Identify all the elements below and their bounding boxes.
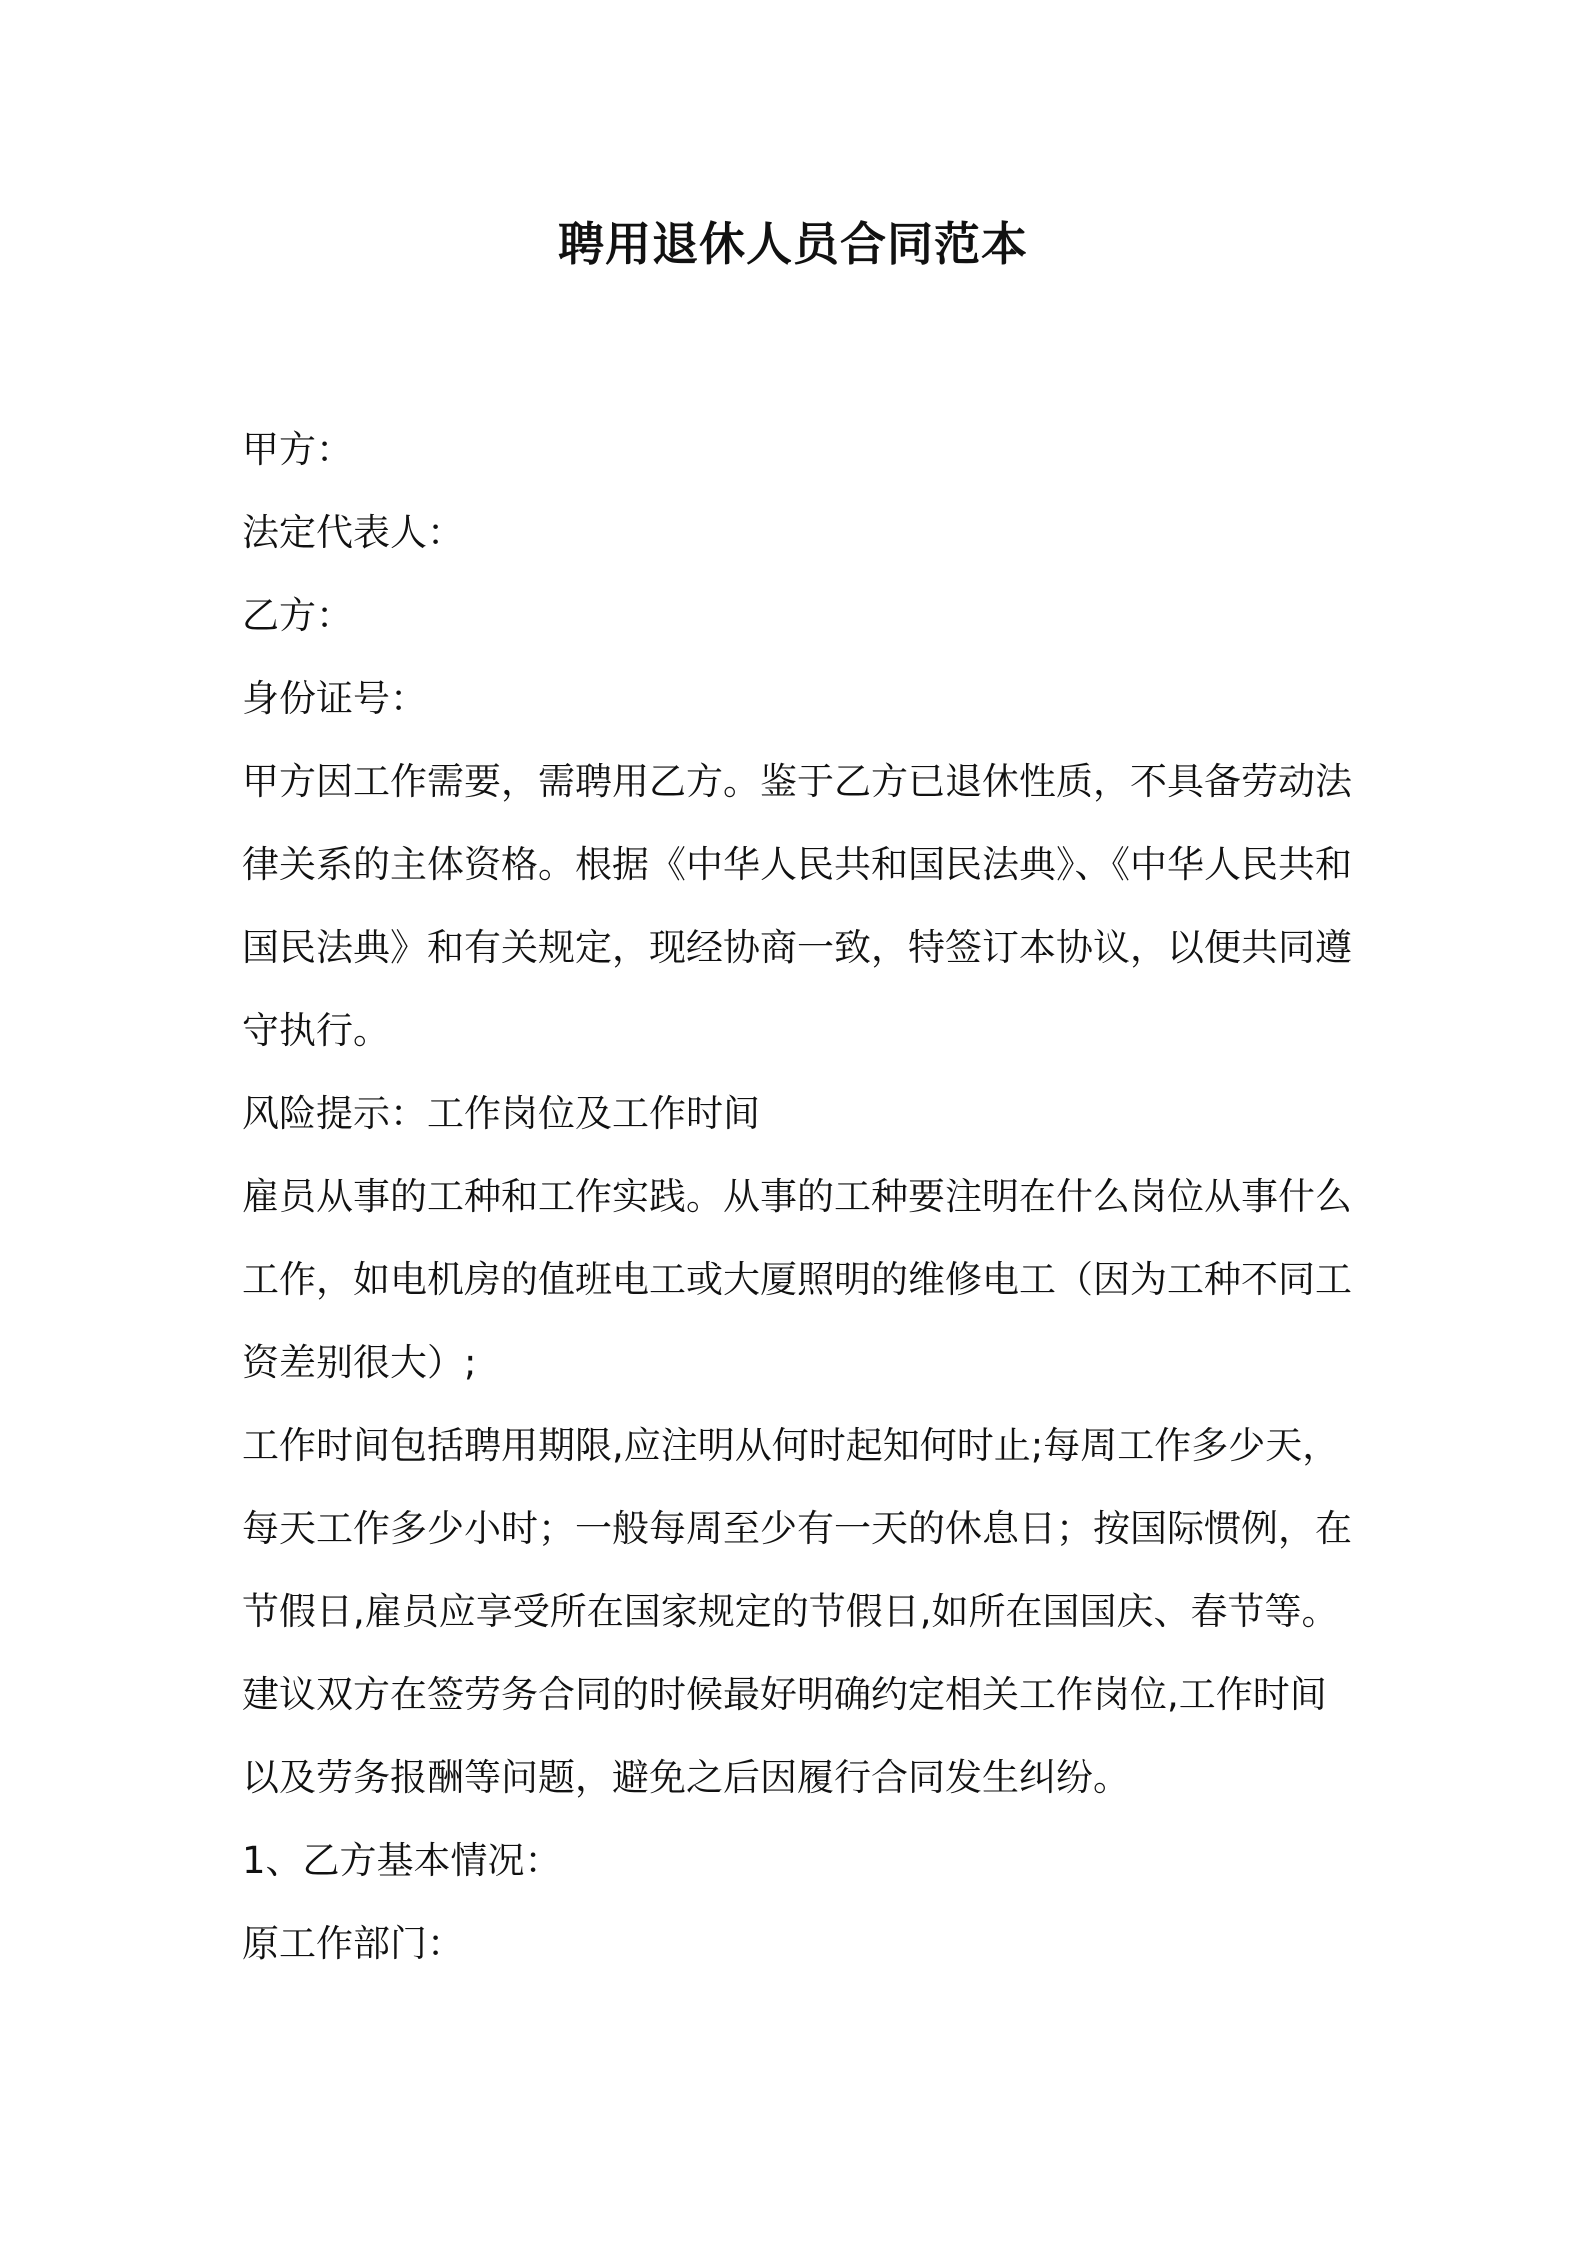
- id-number-label: 身份证号：: [242, 677, 427, 720]
- risk-notice-line: 雇员从事的工种和工作实践。从事的工种要注明在什么岗位从事什么: [242, 1175, 1352, 1218]
- advice-line: 以及劳务报酬等问题，避免之后因履行合同发生纠纷。: [242, 1756, 1130, 1799]
- document-title: 聘用退休人员合同范本: [558, 217, 1028, 271]
- work-time-line: 节假日,雇员应享受所在国家规定的节假日,如所在国国庆、春节等。: [242, 1590, 1339, 1633]
- risk-notice-heading: 风险提示：工作岗位及工作时间: [242, 1092, 760, 1135]
- party-b-label: 乙方：: [242, 594, 353, 637]
- risk-notice-line: 工作，如电机房的值班电工或大厦照明的维修电工（因为工种不同工: [242, 1258, 1352, 1301]
- work-time-line: 工作时间包括聘用期限,应注明从何时起知何时止;每周工作多少天，: [242, 1424, 1340, 1467]
- preamble-line: 守执行。: [242, 1009, 390, 1052]
- section-1-heading: 1、乙方基本情况：: [242, 1839, 562, 1882]
- advice-line: 建议双方在签劳务合同的时候最好明确约定相关工作岗位,工作时间: [242, 1673, 1327, 1716]
- preamble-line: 国民法典》和有关规定，现经协商一致，特签订本协议，以便共同遵: [242, 926, 1352, 969]
- legal-representative-label: 法定代表人：: [242, 511, 464, 554]
- preamble-line: 甲方因工作需要，需聘用乙方。鉴于乙方已退休性质，不具备劳动法: [242, 760, 1352, 803]
- party-a-label: 甲方：: [242, 428, 353, 471]
- document-body: [242, 408, 1352, 1985]
- risk-notice-line: 资差别很大）;: [242, 1341, 477, 1384]
- original-department-label: 原工作部门：: [242, 1922, 464, 1965]
- work-time-line: 每天工作多少小时；一般每周至少有一天的休息日；按国际惯例，在: [242, 1507, 1352, 1550]
- preamble-line: 律关系的主体资格。根据《中华人民共和国民法典》、《中华人民共和: [242, 843, 1352, 886]
